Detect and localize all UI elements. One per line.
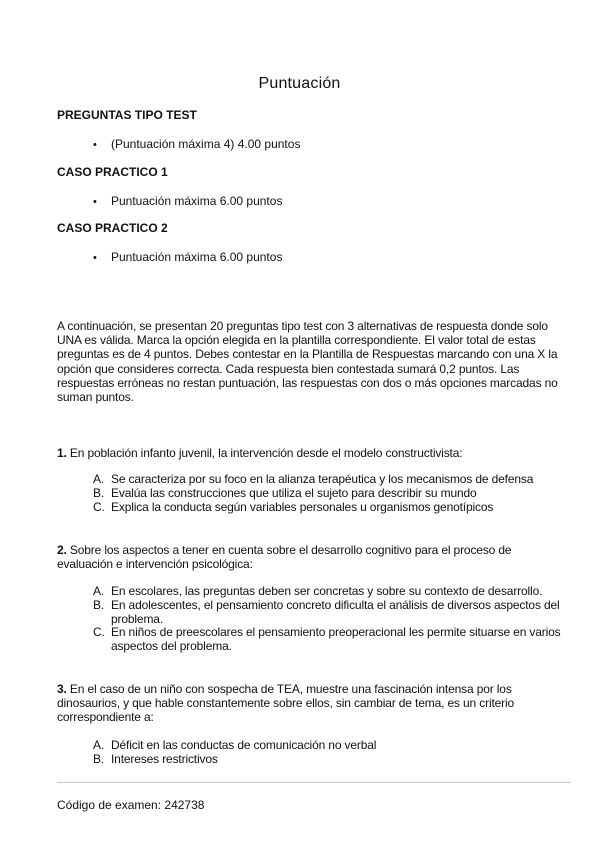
question-text: En población infanto juvenil, la intervención desde el modelo constructivista: xyxy=(69,446,463,460)
bullet-icon: • xyxy=(93,252,97,264)
question-1-options xyxy=(93,473,568,514)
option-letter: C. xyxy=(93,625,105,640)
option-a xyxy=(93,585,568,599)
scoring-item-text: Puntuación máxima 6.00 puntos xyxy=(111,250,283,264)
option-b xyxy=(93,753,568,767)
question-text: En el caso de un niño con sospecha de TEA, muestre una fascinación intensa por los dinosaurios, y que hable constantemente sobre ellos, sin cambiar de tema, es un criterio correspondiente a: xyxy=(57,682,515,725)
question-3 xyxy=(57,682,569,725)
option-text: En adolescentes, el pensamiento concreto dificulta el análisis de diversos aspectos del problema. xyxy=(111,597,560,626)
page-title: Puntuación xyxy=(258,75,341,92)
scoring-item-text: (Puntuación máxima 4) 4.00 puntos xyxy=(111,137,301,151)
option-text: Evalúa las construcciones que utiliza el sujeto para describir su mundo xyxy=(111,485,477,500)
option-text: Intereses restrictivos xyxy=(111,751,218,766)
scoring-item-text: Puntuación máxima 6.00 puntos xyxy=(111,194,283,208)
option-a xyxy=(93,739,568,753)
bullet-icon: • xyxy=(93,139,97,151)
bullet-icon: • xyxy=(93,196,97,208)
option-letter: B. xyxy=(93,485,105,500)
option-text: Explica la conducta según variables personales u organismos genotípicos xyxy=(111,499,494,514)
option-c xyxy=(93,626,568,654)
option-a xyxy=(93,473,568,487)
question-2-options xyxy=(93,585,568,654)
option-letter: A. xyxy=(93,584,105,598)
question-3-options xyxy=(93,739,568,767)
option-c xyxy=(93,501,568,515)
question-number: 3. xyxy=(57,682,67,696)
section-heading-test: PREGUNTAS TIPO TEST xyxy=(57,108,197,122)
option-text: En escolares, las preguntas deben ser concretas y sobre su contexto de desarrollo. xyxy=(111,584,543,598)
option-letter: A. xyxy=(93,738,105,752)
question-number: 1. xyxy=(57,446,67,460)
option-letter: B. xyxy=(93,597,105,612)
option-letter: A. xyxy=(93,472,105,486)
question-text: Sobre los aspectos a tener en cuenta sobre el desarrollo cognitivo para el proceso de evaluación e intervención psicológica: xyxy=(57,543,512,572)
option-b xyxy=(93,599,568,627)
question-number: 2. xyxy=(57,543,67,557)
option-text: En niños de preescolares el pensamiento preoperacional les permite situarse en varios aspectos del problema. xyxy=(111,625,561,654)
question-1 xyxy=(57,446,569,460)
scoring-item-caso-1 xyxy=(93,194,282,208)
footer-divider xyxy=(57,782,571,783)
instructions-paragraph: A continuación, se presentan 20 preguntas tipo test con 3 alternativas de respuesta donde solo UNA es válida. Marca la opción elegida en la plantilla correspondiente. El valor total de estas preguntas es de 4 puntos. Debes contestar en la Plantilla de Respuestas marcando con una X la opción que consideres correcta. Cada respuesta bien contestada sumará 0,2 puntos. Las respuestas erróneas no restan puntuación, las respuestas con dos o más opciones marcadas no suman puntos. xyxy=(57,319,558,405)
scoring-item-test xyxy=(93,137,300,151)
option-b xyxy=(93,487,568,501)
option-text: Se caracteriza por su foco en la alianza terapéutica y los mecanismos de defensa xyxy=(111,472,534,486)
question-2 xyxy=(57,543,569,571)
section-heading-caso-2: CASO PRACTICO 2 xyxy=(57,221,168,235)
option-text: Déficit en las conductas de comunicación no verbal xyxy=(111,738,377,752)
option-letter: B. xyxy=(93,751,105,766)
scoring-item-caso-2 xyxy=(93,250,282,264)
exam-code: Código de examen: 242738 xyxy=(57,798,205,812)
section-heading-caso-1: CASO PRACTICO 1 xyxy=(57,165,168,179)
option-letter: C. xyxy=(93,499,105,514)
